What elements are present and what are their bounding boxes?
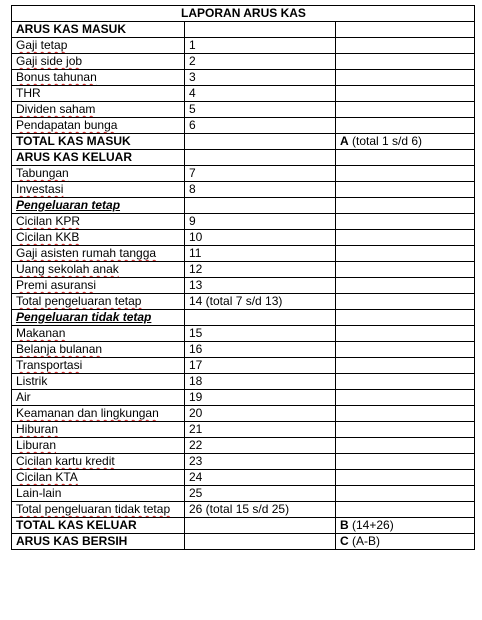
section-heading: ARUS KAS MASUK — [12, 22, 185, 38]
row-label-cell — [12, 70, 185, 86]
row-total-cell — [336, 438, 475, 454]
row-label: Gaji asisten rumah tangga — [16, 246, 157, 260]
row-label-cell — [12, 326, 185, 342]
row-label: Cicilan KKB — [16, 230, 80, 244]
row-code-cell: 2 — [185, 54, 336, 70]
row-label: Pendapatan bunga — [16, 118, 118, 132]
title-row — [12, 6, 475, 22]
row-label: Premi asuransi — [16, 278, 97, 292]
row-total-cell — [336, 486, 475, 502]
row-code-cell: 9 — [185, 214, 336, 230]
table-row — [12, 358, 475, 374]
row-total-cell — [336, 230, 475, 246]
row-total-cell — [336, 518, 475, 534]
row-label-cell — [12, 182, 185, 198]
row-code-cell: 21 — [185, 422, 336, 438]
row-code-cell: 23 — [185, 454, 336, 470]
table-row — [12, 278, 475, 294]
row-label-cell — [12, 358, 185, 374]
table-row — [12, 438, 475, 454]
row-label: Cicilan KPR — [16, 214, 81, 228]
row-label-cell — [12, 166, 185, 182]
row-label-cell — [12, 246, 185, 262]
row-code-cell: 15 — [185, 326, 336, 342]
row-code-cell: 18 — [185, 374, 336, 390]
subsection-row — [12, 198, 475, 214]
row-total-cell — [336, 70, 475, 86]
row-label: Transportasi — [16, 358, 83, 372]
row-total-cell — [336, 422, 475, 438]
total-label: TOTAL KAS KELUAR — [12, 518, 185, 534]
table-row — [12, 342, 475, 358]
row-total-cell — [336, 246, 475, 262]
table-row — [12, 86, 475, 102]
row-label: Belanja bulanan — [16, 342, 103, 356]
row-label-cell — [12, 118, 185, 134]
row-code-cell: 16 — [185, 342, 336, 358]
row-total-cell — [336, 118, 475, 134]
total-row — [12, 534, 475, 550]
row-total-cell — [336, 198, 475, 214]
row-code-cell: 24 — [185, 470, 336, 486]
row-total-cell — [336, 390, 475, 406]
row-code-cell: 6 — [185, 118, 336, 134]
row-label-cell — [12, 54, 185, 70]
row-code-cell: 14 (total 7 s/d 13) — [185, 294, 336, 310]
row-label: Uang sekolah anak — [16, 262, 119, 276]
row-label: Keamanan dan lingkungan — [16, 406, 159, 420]
row-code-cell — [185, 150, 336, 166]
row-total-cell — [336, 214, 475, 230]
subsection-heading-cell — [12, 310, 185, 326]
table-row — [12, 118, 475, 134]
row-code-cell: 1 — [185, 38, 336, 54]
row-code-cell: 19 — [185, 390, 336, 406]
table-row — [12, 214, 475, 230]
section-row — [12, 150, 475, 166]
row-code-cell — [185, 134, 336, 150]
row-label-cell — [12, 262, 185, 278]
table-row — [12, 230, 475, 246]
row-code-cell — [185, 198, 336, 214]
table-row — [12, 262, 475, 278]
row-code-cell: 12 — [185, 262, 336, 278]
row-label-cell — [12, 390, 185, 406]
row-label-cell — [12, 502, 185, 518]
row-total-cell — [336, 406, 475, 422]
row-label-cell — [12, 278, 185, 294]
row-code-cell: 26 (total 15 s/d 25) — [185, 502, 336, 518]
total-label: ARUS KAS BERSIH — [12, 534, 185, 550]
table-row — [12, 38, 475, 54]
table-row — [12, 246, 475, 262]
cashflow-report — [11, 5, 474, 550]
row-total-cell — [336, 534, 475, 550]
table-row — [12, 470, 475, 486]
row-label: Liburan — [16, 438, 57, 452]
row-label: THR — [16, 86, 41, 100]
report-title: LAPORAN ARUS KAS — [12, 6, 475, 22]
subsection-heading: Pengeluaran tetap — [16, 198, 121, 212]
row-label: Total pengeluaran tetap — [16, 294, 142, 308]
row-code-cell: 4 — [185, 86, 336, 102]
row-code-cell: 11 — [185, 246, 336, 262]
table-row — [12, 182, 475, 198]
row-label-cell — [12, 470, 185, 486]
row-label-cell — [12, 86, 185, 102]
row-label: Makanan — [16, 326, 66, 340]
row-label-cell — [12, 342, 185, 358]
row-label: Lain-lain — [16, 486, 62, 500]
table-row — [12, 326, 475, 342]
row-label: Gaji side job — [16, 54, 83, 68]
row-label-cell — [12, 406, 185, 422]
row-total-cell — [336, 166, 475, 182]
row-total-cell — [336, 262, 475, 278]
row-label-cell — [12, 230, 185, 246]
row-code-cell: 20 — [185, 406, 336, 422]
table-row — [12, 486, 475, 502]
row-total-cell — [336, 310, 475, 326]
total-code: C — [340, 534, 349, 548]
row-label-cell — [12, 486, 185, 502]
row-code-cell: 5 — [185, 102, 336, 118]
total-formula: (A-B) — [348, 534, 381, 548]
row-total-cell — [336, 342, 475, 358]
row-code-cell — [185, 518, 336, 534]
row-total-cell — [336, 294, 475, 310]
row-label-cell — [12, 294, 185, 310]
row-label-cell — [12, 454, 185, 470]
row-label: Hiburan — [16, 422, 59, 436]
row-total-cell — [336, 102, 475, 118]
row-label: Bonus tahunan — [16, 70, 97, 84]
total-row — [12, 134, 475, 150]
row-total-cell — [336, 54, 475, 70]
row-label: Investasi — [16, 182, 64, 196]
row-label-cell — [12, 438, 185, 454]
subsection-heading: Pengeluaran tidak tetap — [16, 310, 152, 324]
row-total-cell — [336, 470, 475, 486]
row-total-cell — [336, 454, 475, 470]
row-total-cell — [336, 374, 475, 390]
row-label-cell — [12, 214, 185, 230]
table-row — [12, 102, 475, 118]
total-code: B — [340, 518, 349, 532]
table-row — [12, 422, 475, 438]
row-label: Dividen saham — [16, 102, 96, 116]
table-row — [12, 54, 475, 70]
table-row — [12, 454, 475, 470]
table-row — [12, 294, 475, 310]
row-code-cell — [185, 310, 336, 326]
table-row — [12, 374, 475, 390]
row-total-cell — [336, 278, 475, 294]
row-total-cell — [336, 502, 475, 518]
total-formula: (total 1 s/d 6) — [348, 134, 423, 148]
total-row — [12, 518, 475, 534]
row-code-cell — [185, 534, 336, 550]
row-code-cell: 10 — [185, 230, 336, 246]
table-row — [12, 166, 475, 182]
cashflow-table — [11, 5, 475, 550]
row-code-cell: 13 — [185, 278, 336, 294]
total-code: A — [340, 134, 349, 148]
row-total-cell — [336, 38, 475, 54]
row-total-cell — [336, 182, 475, 198]
row-label-cell — [12, 38, 185, 54]
row-total-cell — [336, 134, 475, 150]
row-label-cell — [12, 374, 185, 390]
row-label: Tabungan — [16, 166, 69, 180]
row-label: Listrik — [16, 374, 48, 388]
row-label: Air — [16, 390, 31, 404]
row-label-cell — [12, 422, 185, 438]
table-row — [12, 70, 475, 86]
table-row — [12, 502, 475, 518]
row-total-cell — [336, 358, 475, 374]
row-label: Total pengeluaran tidak tetap — [16, 502, 171, 516]
subsection-heading-cell — [12, 198, 185, 214]
total-label: TOTAL KAS MASUK — [12, 134, 185, 150]
row-total-cell — [336, 326, 475, 342]
row-label: Cicilan kartu kredit — [16, 454, 115, 468]
row-total-cell — [336, 150, 475, 166]
row-label: Cicilan KTA — [16, 470, 78, 484]
row-code-cell — [185, 22, 336, 38]
table-row — [12, 406, 475, 422]
row-code-cell: 7 — [185, 166, 336, 182]
row-code-cell: 3 — [185, 70, 336, 86]
row-total-cell — [336, 86, 475, 102]
row-total-cell — [336, 22, 475, 38]
row-code-cell: 25 — [185, 486, 336, 502]
row-code-cell: 17 — [185, 358, 336, 374]
row-code-cell: 8 — [185, 182, 336, 198]
section-heading: ARUS KAS KELUAR — [12, 150, 185, 166]
row-code-cell: 22 — [185, 438, 336, 454]
total-formula: (14+26) — [348, 518, 394, 532]
table-row — [12, 390, 475, 406]
subsection-row — [12, 310, 475, 326]
row-label-cell — [12, 102, 185, 118]
section-row — [12, 22, 475, 38]
row-label: Gaji tetap — [16, 38, 68, 52]
